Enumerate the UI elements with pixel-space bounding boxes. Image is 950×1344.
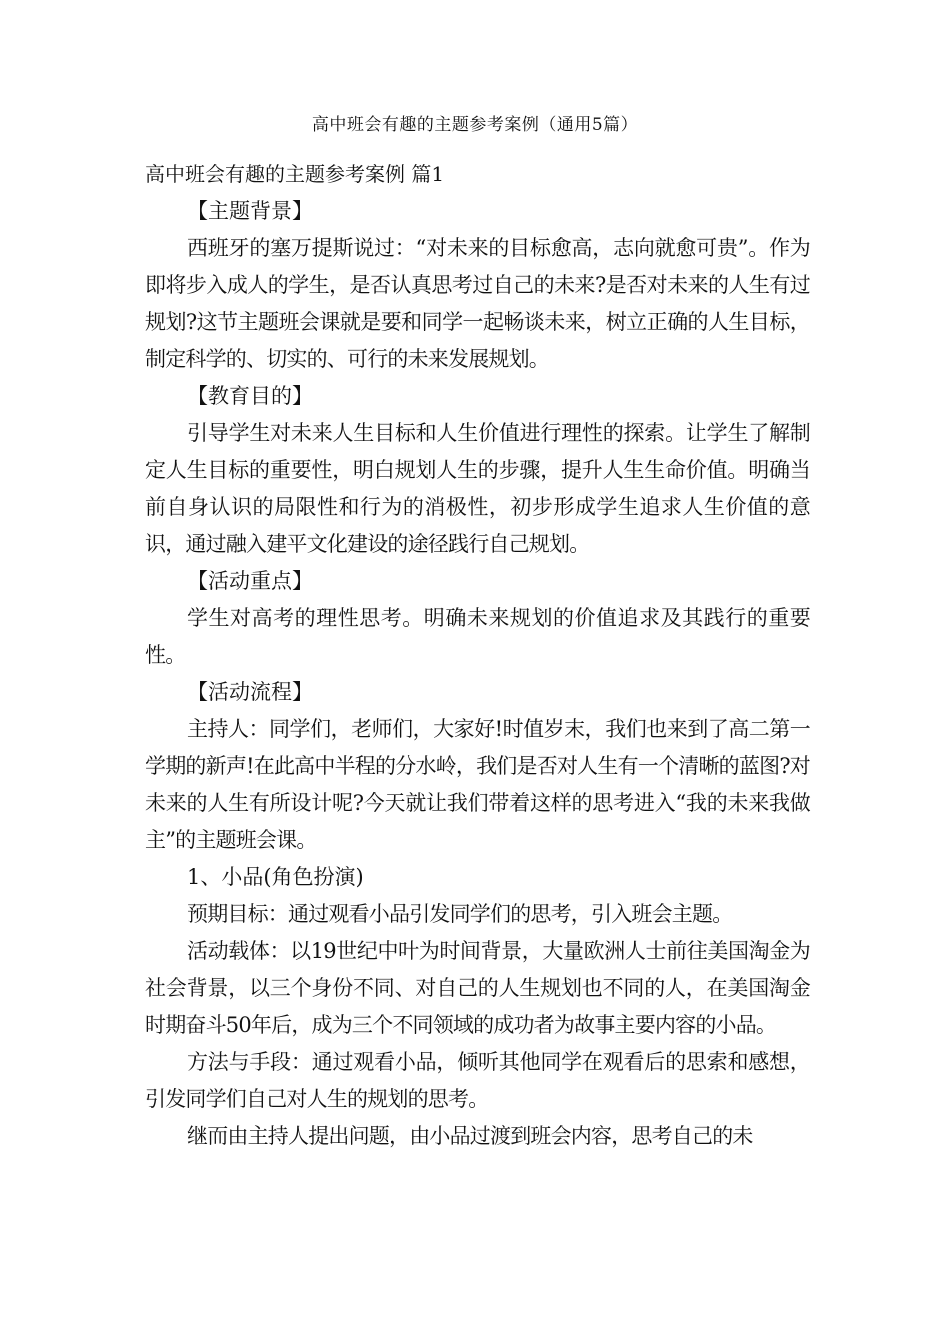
paragraph-continuation: 继而由主持人提出问题，由小品过渡到班会内容，思考自己的未 <box>187 1124 753 1148</box>
paragraph-expected-goal: 预期目标：通过观看小品引发同学们的思考，引入班会主题。 <box>187 902 733 926</box>
paragraph-host-opening: 主持人：同学们，老师们，大家好!时值岁末，我们也来到了高二第一学期的新声!在此高中半程的分水岭，我们是否对人生有一个清晰的蓝图?对未来的人生有所设计呢?今天就让我们带着这样的思考进入“我的未来我做主”的主题班会课。 <box>145 717 810 852</box>
paragraph-activity-carrier: 活动载体：以19世纪中叶为时间背景，大量欧洲人士前往美国淘金为社会背景，以三个身份不同、对自己的人生规划也不同的人，在美国淘金时期奋斗50年后，成为三个不同领域的成功者为故事主要内容的小品。 <box>145 939 810 1037</box>
heading-activity-process: 【活动流程】 <box>187 680 313 704</box>
paragraph-theme-background: 西班牙的塞万提斯说过：“对未来的目标愈高，志向就愈可贵”。作为即将步入成人的学生，是否认真思考过自己的未来?是否对未来的人生有过规划?这节主题班会课就是要和同学一起畅谈未来，树立正确的人生目标，制定科学的、切实的、可行的未来发展规划。 <box>145 236 810 371</box>
paragraph-methods: 方法与手段：通过观看小品，倾听其他同学在观看后的思索和感想，引发同学们自己对人生的规划的思考。 <box>145 1050 810 1111</box>
document-body <box>145 156 810 1155</box>
document-title: 高中班会有趣的主题参考案例（通用5篇） <box>311 115 639 135</box>
subheading-skit: 1、小品(角色扮演) <box>187 865 364 889</box>
section-heading: 高中班会有趣的主题参考案例 篇1 <box>145 162 445 186</box>
paragraph-activity-focus: 学生对高考的理性思考。明确未来规划的价值追求及其践行的重要性。 <box>145 606 810 667</box>
heading-education-purpose: 【教育目的】 <box>187 384 313 408</box>
heading-theme-background: 【主题背景】 <box>187 199 313 223</box>
paragraph-education-purpose: 引导学生对未来人生目标和人生价值进行理性的探索。让学生了解制定人生目标的重要性，明白规划人生的步骤，提升人生生命价值。明确当前自身认识的局限性和行为的消极性，初步形成学生追求人生价值的意识，通过融入建平文化建设的途径践行自己规划。 <box>145 421 810 556</box>
heading-activity-focus: 【活动重点】 <box>187 569 313 593</box>
